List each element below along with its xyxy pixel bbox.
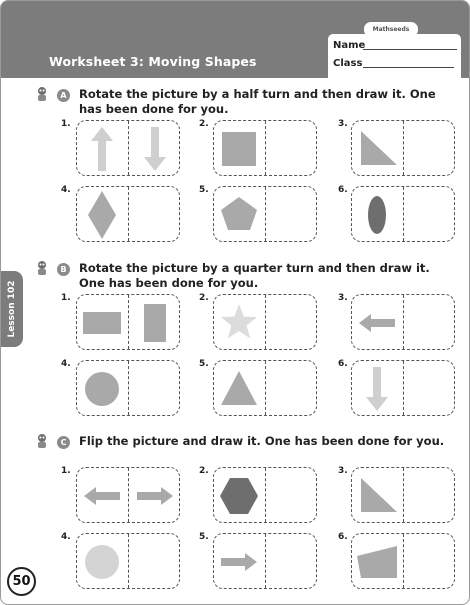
answer-box[interactable] — [213, 120, 317, 176]
answer-box[interactable] — [76, 120, 180, 176]
pentagon-icon — [221, 197, 257, 230]
horizontal-rectangle-icon — [83, 312, 121, 334]
arrow-left-icon — [84, 487, 120, 505]
item-number: 5. — [199, 359, 209, 369]
item-number: 6. — [338, 359, 348, 369]
item-number: 6. — [338, 532, 348, 542]
drawing-area[interactable] — [129, 361, 179, 415]
arrow-right-icon — [221, 553, 257, 571]
item-number: 4. — [61, 359, 71, 369]
answer-box[interactable] — [213, 533, 317, 589]
item-number: 2. — [199, 293, 209, 303]
item-number: 6. — [338, 185, 348, 195]
section-instruction: Flip the picture and draw it. One has been done for you. — [79, 434, 445, 448]
arrow-up-icon — [91, 127, 113, 171]
answer-box[interactable] — [351, 533, 455, 589]
answer-box[interactable] — [213, 294, 317, 350]
lesson-tab — [1, 271, 23, 347]
drawing-area[interactable] — [404, 468, 454, 522]
drawing-area[interactable] — [266, 534, 316, 588]
drawing-area[interactable] — [266, 295, 316, 349]
page-number: 50 — [7, 567, 36, 596]
section-letter-badge: B — [57, 263, 70, 276]
drawing-area[interactable] — [129, 187, 179, 241]
item-number: 3. — [338, 119, 348, 129]
answer-box[interactable] — [351, 120, 455, 176]
section-letter-badge: A — [57, 89, 70, 102]
item-number: 1. — [61, 466, 71, 476]
circle-icon — [85, 372, 119, 406]
drawing-area[interactable] — [404, 295, 454, 349]
circle-icon — [85, 545, 119, 579]
lesson-tab-label: Lesson 102 — [7, 280, 17, 338]
item-number: 2. — [199, 119, 209, 129]
drawing-area[interactable] — [404, 187, 454, 241]
drawing-area[interactable] — [129, 468, 179, 522]
drawing-area[interactable] — [129, 534, 179, 588]
answer-box[interactable] — [351, 186, 455, 242]
drawing-area[interactable] — [129, 295, 179, 349]
worksheet-title: Worksheet 3: Moving Shapes — [49, 54, 257, 69]
answer-box[interactable] — [351, 467, 455, 523]
mascot-icon — [35, 86, 49, 102]
item-number: 1. — [61, 119, 71, 129]
answer-box[interactable] — [213, 467, 317, 523]
answer-box[interactable] — [213, 360, 317, 416]
drawing-area[interactable] — [266, 361, 316, 415]
drawing-area[interactable] — [404, 361, 454, 415]
answer-box[interactable] — [76, 533, 180, 589]
item-number: 5. — [199, 532, 209, 542]
arrow-left-icon — [359, 314, 395, 332]
square-icon — [222, 132, 256, 166]
section-instruction: Rotate the picture by a quarter turn and then draw it. One has been done for you. — [79, 261, 430, 290]
hexagon-icon — [220, 478, 258, 514]
answer-box[interactable] — [76, 467, 180, 523]
drawing-area[interactable] — [266, 121, 316, 175]
item-number: 5. — [199, 185, 209, 195]
right-triangle-icon — [361, 478, 397, 512]
oval-icon — [368, 196, 386, 234]
drawing-area[interactable] — [266, 187, 316, 241]
mascot-icon — [35, 433, 49, 449]
diamond-icon — [88, 191, 116, 239]
answer-box[interactable] — [351, 360, 455, 416]
right-triangle-icon — [361, 131, 397, 165]
section-letter-badge: C — [57, 436, 70, 449]
class-label: Class — [333, 58, 363, 69]
drawing-area[interactable] — [266, 468, 316, 522]
name-field[interactable] — [333, 40, 365, 51]
drawing-area[interactable] — [404, 121, 454, 175]
drawing-area[interactable] — [129, 121, 179, 175]
name-line — [363, 49, 457, 50]
item-number: 1. — [61, 293, 71, 303]
brand-logo: Mathseeds — [363, 21, 419, 38]
triangle-icon — [221, 371, 257, 405]
star-icon — [221, 304, 257, 338]
answer-box[interactable] — [213, 186, 317, 242]
class-field[interactable] — [333, 58, 362, 69]
item-number: 3. — [338, 293, 348, 303]
name-class-box — [328, 34, 461, 78]
item-number: 2. — [199, 466, 209, 476]
class-line — [363, 67, 454, 68]
answer-box[interactable] — [76, 294, 180, 350]
name-label: Name — [333, 40, 366, 51]
item-number: 3. — [338, 466, 348, 476]
item-number: 4. — [61, 185, 71, 195]
answer-box[interactable] — [76, 360, 180, 416]
answer-box[interactable] — [76, 186, 180, 242]
trapezoid-icon — [357, 546, 397, 578]
section-instruction: Rotate the picture by a half turn and then draw it. One has been done for you. — [79, 87, 436, 116]
drawing-area[interactable] — [404, 534, 454, 588]
answer-box[interactable] — [351, 294, 455, 350]
item-number: 4. — [61, 532, 71, 542]
arrow-down-icon — [366, 367, 388, 411]
mascot-icon — [35, 260, 49, 276]
